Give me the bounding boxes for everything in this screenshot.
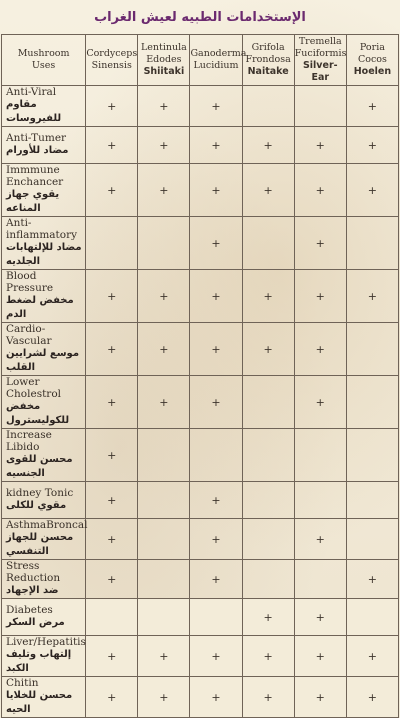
use-cell [2,127,86,164]
mark-cell [138,560,190,599]
plus-mark: + [211,236,221,250]
mark-cell [294,599,346,636]
mark-cell [86,482,138,519]
use-english-label: Liver/Hepatitis [6,636,86,648]
plus-mark: + [263,138,273,152]
plus-mark: + [315,532,325,546]
use-english-label: Cardio-Vascular [6,323,52,347]
mark-cell [294,376,346,429]
plus-mark: + [107,649,117,663]
table-body [2,86,399,718]
plus-mark: + [211,289,221,303]
mark-cell [346,127,398,164]
mark-cell [138,429,190,482]
plus-mark: + [367,138,378,152]
mark-cell [242,560,294,599]
mark-cell [294,127,346,164]
table-row [2,323,399,376]
table-row [2,599,399,636]
table-row [2,270,399,323]
mushroom-uses-table [1,34,399,718]
use-english-label: Anti-Tumer [6,132,67,144]
mark-cell [242,482,294,519]
use-english-label: Lower Cholestrol [6,376,61,400]
mark-cell [190,519,242,560]
mark-cell [294,217,346,270]
use-cell [2,519,86,560]
mark-cell [346,429,398,482]
mark-cell [86,677,138,718]
column-header [294,35,346,86]
plus-mark: + [107,395,117,409]
plus-mark: + [211,532,221,546]
column-header-common-name: Shiitaki [143,66,185,77]
uses-header-line: Uses [31,60,56,71]
mark-cell [242,677,294,718]
use-english-label: Stress Reduction [6,560,61,584]
use-english-label: Increase Libido [6,429,52,453]
table-row [2,164,399,217]
use-arabic-label: يقوي جهاز المناعه [6,189,60,214]
plus-mark: + [315,138,325,152]
mark-cell [242,127,294,164]
use-arabic-label: ضد الإجهاد [6,585,59,596]
mark-cell [294,270,346,323]
mark-cell [138,86,190,127]
mark-cell [242,599,294,636]
use-cell [2,599,86,636]
mark-cell [190,677,242,718]
uses-header-cell [2,35,86,86]
plus-mark: + [211,690,221,704]
plus-mark: + [367,183,378,197]
use-cell [2,636,86,677]
table-header-row [2,35,399,86]
mark-cell [138,127,190,164]
use-cell [2,429,86,482]
mark-cell [138,677,190,718]
mark-cell [190,636,242,677]
plus-mark: + [107,183,117,197]
plus-mark: + [211,649,221,663]
plus-mark: + [107,690,117,704]
plus-mark: + [211,183,221,197]
plus-mark: + [159,138,169,152]
mark-cell [86,560,138,599]
mark-cell [138,519,190,560]
mark-cell [190,599,242,636]
mark-cell [294,164,346,217]
mark-cell [86,519,138,560]
table-row [2,677,399,718]
plus-mark: + [107,342,117,356]
column-header-line: Edodes [146,54,182,65]
plus-mark: + [263,690,273,704]
column-header-line: Lentinula [140,42,187,53]
plus-mark: + [263,342,273,356]
mark-cell [294,429,346,482]
plus-mark: + [107,448,117,462]
table-row [2,127,399,164]
mark-cell [294,323,346,376]
plus-mark: + [263,649,273,663]
use-english-label: Anti-inflammatory [6,217,78,241]
mark-cell [86,217,138,270]
plus-mark: + [107,289,117,303]
mark-cell [86,164,138,217]
use-cell [2,323,86,376]
plus-mark: + [315,342,325,356]
mark-cell [242,323,294,376]
plus-mark: + [211,572,221,586]
mark-cell [294,560,346,599]
mark-cell [346,560,398,599]
mark-cell [138,599,190,636]
plus-mark: + [263,183,273,197]
mark-cell [190,429,242,482]
use-arabic-label: محسن للخلايا الحيه [6,690,73,715]
column-header [86,35,138,86]
plus-mark: + [367,690,378,704]
use-english-label: AsthmaBroncal [6,519,88,531]
plus-mark: + [159,649,169,663]
plus-mark: + [315,289,325,303]
plus-mark: + [211,395,221,409]
plus-mark: + [315,395,325,409]
plus-mark: + [315,236,325,250]
mark-cell [294,677,346,718]
mark-cell [346,636,398,677]
mark-cell [190,86,242,127]
mark-cell [138,636,190,677]
use-arabic-label: مقاوم للفيروسات [6,99,62,124]
mark-cell [190,376,242,429]
plus-mark: + [159,289,169,303]
use-arabic-label: مضاد للأورام [6,145,69,156]
table-title-bar [0,0,400,34]
mark-cell [242,86,294,127]
mark-cell [190,482,242,519]
mark-cell [190,270,242,323]
table-row [2,217,399,270]
use-cell [2,86,86,127]
plus-mark: + [107,532,117,546]
mark-cell [138,164,190,217]
column-header-line: Lucidium [193,60,239,71]
table-row [2,376,399,429]
plus-mark: + [367,289,378,303]
table-row [2,560,399,599]
use-arabic-label: مضاد للإلتهابات الجلديه [6,242,82,267]
plus-mark: + [315,183,325,197]
use-arabic-label: إلتهاب وتليف الكبد [6,649,72,674]
column-header-line: Cocos [357,54,387,65]
use-arabic-label: محسن للقوى الجنسيه [6,454,73,479]
mark-cell [190,164,242,217]
mark-cell [346,677,398,718]
use-cell [2,482,86,519]
use-english-label: Immmune Enchancer [6,164,64,188]
column-header [190,35,247,86]
uses-header-line: Mushroom [17,48,70,59]
mark-cell [346,519,398,560]
use-arabic-label: محسن للجهاز التنفسي [6,532,74,557]
mark-cell [346,376,398,429]
mark-cell [294,636,346,677]
mark-cell [86,429,138,482]
plus-mark: + [107,99,117,113]
plus-mark: + [107,572,117,586]
mark-cell [138,482,190,519]
page-title: الإستخدامات الطبيه لعيش الغراب [94,9,306,25]
plus-mark: + [159,342,169,356]
use-arabic-label: مخفض للكوليسترول [6,401,70,426]
plus-mark: + [159,183,169,197]
plus-mark: + [263,610,273,624]
mark-cell [242,519,294,560]
mark-cell [86,127,138,164]
use-english-label: Chitin [6,677,39,689]
column-header-line: Fuciformis [294,48,347,59]
plus-mark: + [211,99,221,113]
mark-cell [138,270,190,323]
plus-mark: + [159,99,169,113]
mark-cell [294,519,346,560]
plus-mark: + [159,690,169,704]
use-english-label: kidney Tonic [6,487,74,499]
use-arabic-label: مخفض لضغط الدم [6,295,74,320]
use-cell [2,677,86,718]
table-row [2,519,399,560]
plus-mark: + [315,649,325,663]
plus-mark: + [315,690,325,704]
column-header-common-name: Hoelen [353,66,392,77]
use-arabic-label: مرض السكر [6,617,65,628]
plus-mark: + [211,493,221,507]
column-header-line: Poria [359,42,385,53]
use-english-label: Blood Pressure [6,270,54,294]
column-header-common-name: Naitake [247,66,289,77]
mark-cell [138,217,190,270]
column-header-common-name: Silver-Ear [302,60,338,83]
mark-cell [190,560,242,599]
mark-cell [190,127,242,164]
mark-cell [86,636,138,677]
use-arabic-label: مقوي للكلى [6,500,67,511]
mark-cell [86,86,138,127]
mark-cell [86,270,138,323]
column-header-line: Grifola [251,42,285,53]
column-header [138,35,190,86]
plus-mark: + [263,289,273,303]
mark-cell [138,376,190,429]
plus-mark: + [107,138,117,152]
plus-mark: + [211,138,221,152]
mark-cell [346,270,398,323]
column-header-line: Sinensis [91,60,132,71]
plus-mark: + [159,395,169,409]
plus-mark: + [367,572,378,586]
column-header-line: Tremella [298,36,342,47]
use-cell [2,217,86,270]
mark-cell [86,323,138,376]
mark-cell [346,599,398,636]
use-cell [2,164,86,217]
mark-cell [190,323,242,376]
table-row [2,429,399,482]
mark-cell [242,217,294,270]
column-header [242,35,294,86]
use-english-label: Diabetes [6,604,53,616]
plus-mark: + [315,610,325,624]
plus-mark: + [367,649,378,663]
mark-cell [86,376,138,429]
use-arabic-label: موسع لشرايين القلب [6,348,80,373]
mark-cell [242,164,294,217]
mark-cell [346,217,398,270]
mark-cell [190,217,242,270]
mark-cell [294,482,346,519]
mark-cell [138,323,190,376]
plus-mark: + [211,342,221,356]
mark-cell [346,86,398,127]
table-row [2,86,399,127]
column-header-line: Ganoderma [190,48,247,59]
mark-cell [346,164,398,217]
mark-cell [242,636,294,677]
mark-cell [86,599,138,636]
plus-mark: + [367,99,378,113]
use-english-label: Anti-Viral [6,86,57,98]
mark-cell [242,270,294,323]
table-row [2,636,399,677]
column-header [346,35,398,86]
mark-cell [346,323,398,376]
column-header-line: Frondosa [245,54,291,65]
plus-mark: + [107,493,117,507]
use-cell [2,560,86,599]
use-cell [2,376,86,429]
mark-cell [346,482,398,519]
mark-cell [242,376,294,429]
table-row [2,482,399,519]
mark-cell [242,429,294,482]
mark-cell [294,86,346,127]
column-header-line: Cordyceps [86,48,138,59]
use-cell [2,270,86,323]
